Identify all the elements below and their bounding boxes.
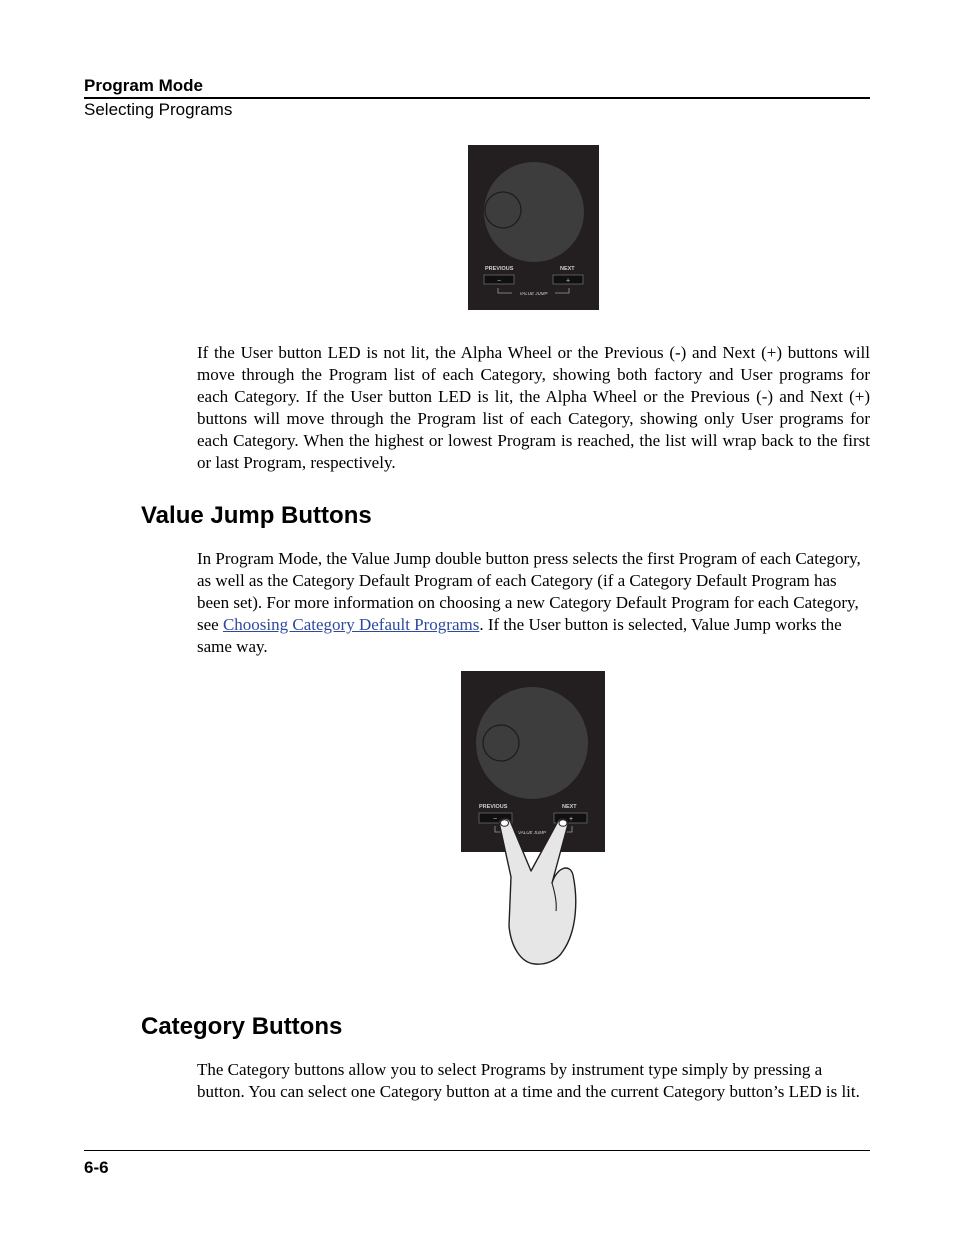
paragraph-category-buttons: The Category buttons allow you to select Programs by instrument type simply by pressing a button. You can select one Category button at a time and the current Category button’s LED is lit. — [197, 1060, 860, 1101]
value-jump-text-after-link: . If the User button is selected, Value Jump works the same way. — [197, 615, 842, 656]
paragraph-alpha-wheel: If the User button LED is not lit, the Alpha Wheel or the Previous (-) and Next (+) buttons will move through the Program list of each Category, showing both factory and User programs for each Category. If the User button LED is lit, the Alpha Wheel or the Previous (-) and Next (+) buttons will move through the Program list of each Category, showing only User programs for each Category. When the highest or lowest Program is reached, the list will wrap back to the first or last Program, respectively. — [197, 343, 870, 472]
header-rule — [84, 97, 870, 99]
value-jump-text-before-link: In Program Mode, the Value Jump double button press selects the first Program of each Category, as well as the Category Default Program of each Category (if a Category Default Program has been set). For more information on choosing a new Category Default Program for each Category, see — [197, 549, 861, 634]
footer-rule — [84, 1150, 870, 1151]
alpha-wheel-figure — [468, 145, 599, 310]
fingernail-left — [501, 820, 509, 827]
paragraph-value-jump — [197, 548, 867, 658]
next-label: NEXT — [560, 266, 575, 272]
alpha-wheel-finger-dimple — [485, 192, 521, 228]
plus-sign: + — [565, 277, 571, 285]
previous-label: PREVIOUS — [485, 266, 514, 272]
previous-label: PREVIOUS — [479, 804, 508, 810]
value-jump-figure — [461, 671, 607, 967]
next-label: NEXT — [562, 804, 577, 810]
running-header-section: Program Mode — [84, 76, 204, 95]
heading-value-jump-buttons: Value Jump Buttons — [141, 502, 372, 529]
plus-sign: + — [568, 816, 574, 823]
page-number: 6-6 — [84, 1158, 109, 1177]
minus-sign: − — [492, 816, 498, 823]
fingernail-right — [559, 820, 567, 827]
running-header-subsection: Selecting Programs — [84, 100, 233, 119]
value-jump-label: VALUE JUMP — [519, 291, 548, 296]
heading-category-buttons: Category Buttons — [141, 1013, 343, 1040]
value-jump-label: VALUE JUMP — [517, 830, 547, 835]
minus-sign: − — [496, 277, 502, 285]
alpha-wheel-finger-dimple — [483, 725, 519, 761]
link-choosing-category-default-programs[interactable]: Choosing Category Default Programs — [222, 615, 480, 634]
